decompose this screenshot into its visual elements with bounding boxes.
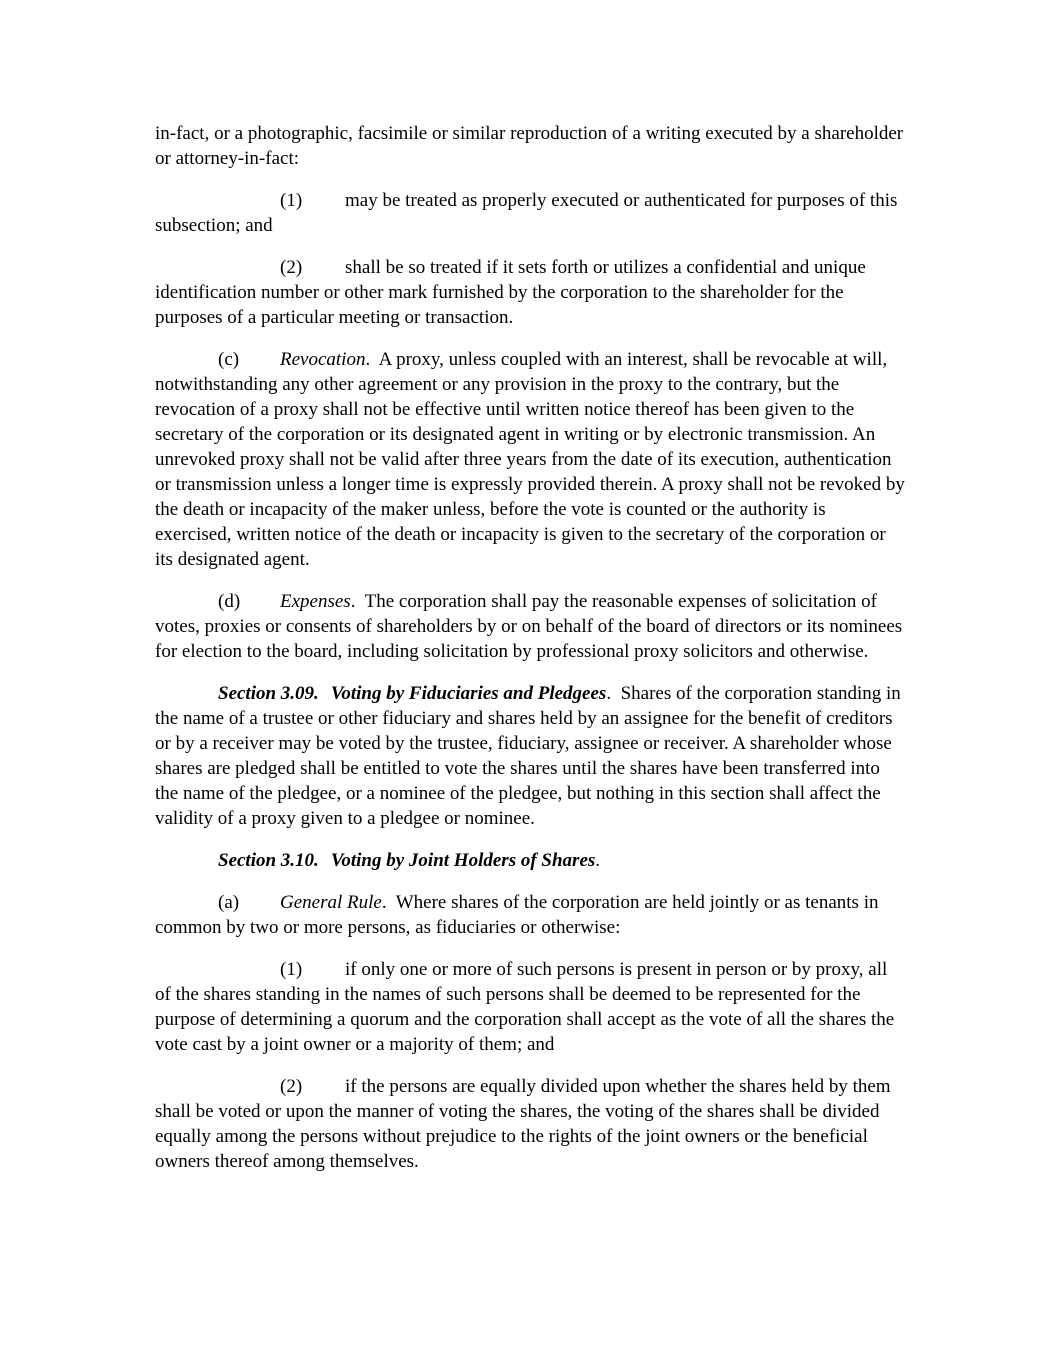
- text-run: . Where shares of the corporation are held jointly or as tenants in common by two or more persons, as fiduciaries or otherwise:: [155, 892, 884, 938]
- list-label: (2): [280, 257, 303, 278]
- document-body: [155, 121, 910, 1174]
- list-label: (c): [218, 349, 240, 370]
- clause-2: [155, 255, 905, 330]
- list-label: (2): [280, 1076, 303, 1097]
- subsection-c-revocation: [155, 347, 910, 572]
- list-label: (1): [280, 190, 303, 211]
- text-run: if the persons are equally divided upon whether the shares held by them shall be voted or upon the manner of voting the shares, the voting of the shares shall be divided equally among the persons without prejudice to the rights of the joint owners or the beneficial owners thereof among themselves.: [155, 1076, 896, 1172]
- text-run: General Rule: [280, 892, 382, 913]
- clause-a-2: [155, 1074, 905, 1174]
- clause-1: [155, 188, 905, 238]
- text-run: Section 3.09.: [218, 683, 319, 704]
- text-run: . The corporation shall pay the reasonable expenses of solicitation of votes, proxies or consents of shareholders by or on behalf of the board of directors or its nominees for election to the board, including solicitation by professional proxy solicitors and otherwise.: [155, 591, 907, 662]
- text-run: Expenses: [280, 591, 351, 612]
- text-run: Section 3.10.: [218, 850, 319, 871]
- list-label: (1): [280, 959, 303, 980]
- text-run: may be treated as properly executed or authenticated for purposes of this subsection; and: [155, 190, 903, 236]
- text-run: Revocation: [280, 349, 366, 370]
- text-run: in-fact, or a photographic, facsimile or similar reproduction of a writing executed by a shareholder or attorney-in-fact:: [155, 123, 908, 169]
- continuation-paragraph: [155, 121, 908, 171]
- text-run: Voting by Fiduciaries and Pledgees: [330, 683, 607, 704]
- text-run: Voting by Joint Holders of Shares: [330, 850, 596, 871]
- clause-a-1: [155, 957, 905, 1057]
- section-3-09-paragraph: [155, 681, 905, 831]
- section-3-10-heading-paragraph: [155, 848, 905, 873]
- text-run: . A proxy, unless coupled with an interest, shall be revocable at will, notwithstanding any other agreement or any provision in the proxy to the contrary, but the revocation of a proxy shall not be effective until written notice thereof has been given to the secretary of the corporation or its designated agent in writing or by electronic transmission. An unrevoked proxy shall not be valid after three years from the date of its execution, authentication or transmission unless a longer time is expressly provided therein. A proxy shall not be revoked by the death or incapacity of the maker unless, before the vote is counted or the authority is exercised, written notice of the death or incapacity is given to the secretary of the corporation or its designated agent.: [155, 349, 910, 570]
- text-run: if only one or more of such persons is present in person or by proxy, all of the shares standing in the names of such persons shall be deemed to be represented for the purpose of determining a quorum and the corporation shall accept as the vote of all the shares the vote cast by a joint owner or a majority of them; and: [155, 959, 899, 1055]
- text-run: .: [595, 850, 601, 871]
- text-run: shall be so treated if it sets forth or utilizes a confidential and unique identification number or other mark furnished by the corporation to the shareholder for the purposes of a particular meeting or transaction.: [155, 257, 871, 328]
- text-run: . Shares of the corporation standing in the name of a trustee or other fiduciary and shares held by an assignee for the benefit of creditors or by a receiver may be voted by the trustee, fiduciary, assignee or receiver. A shareholder whose shares are pledged shall be entitled to vote the shares until the shares have been transferred into the name of the pledgee, or a nominee of the pledgee, but nothing in this section shall affect the validity of a proxy given to a pledgee or nominee.: [155, 683, 906, 829]
- subsection-d-expenses: [155, 589, 905, 664]
- subsection-a-general-rule: [155, 890, 905, 940]
- list-label: (a): [218, 892, 240, 913]
- list-label: (d): [218, 591, 241, 612]
